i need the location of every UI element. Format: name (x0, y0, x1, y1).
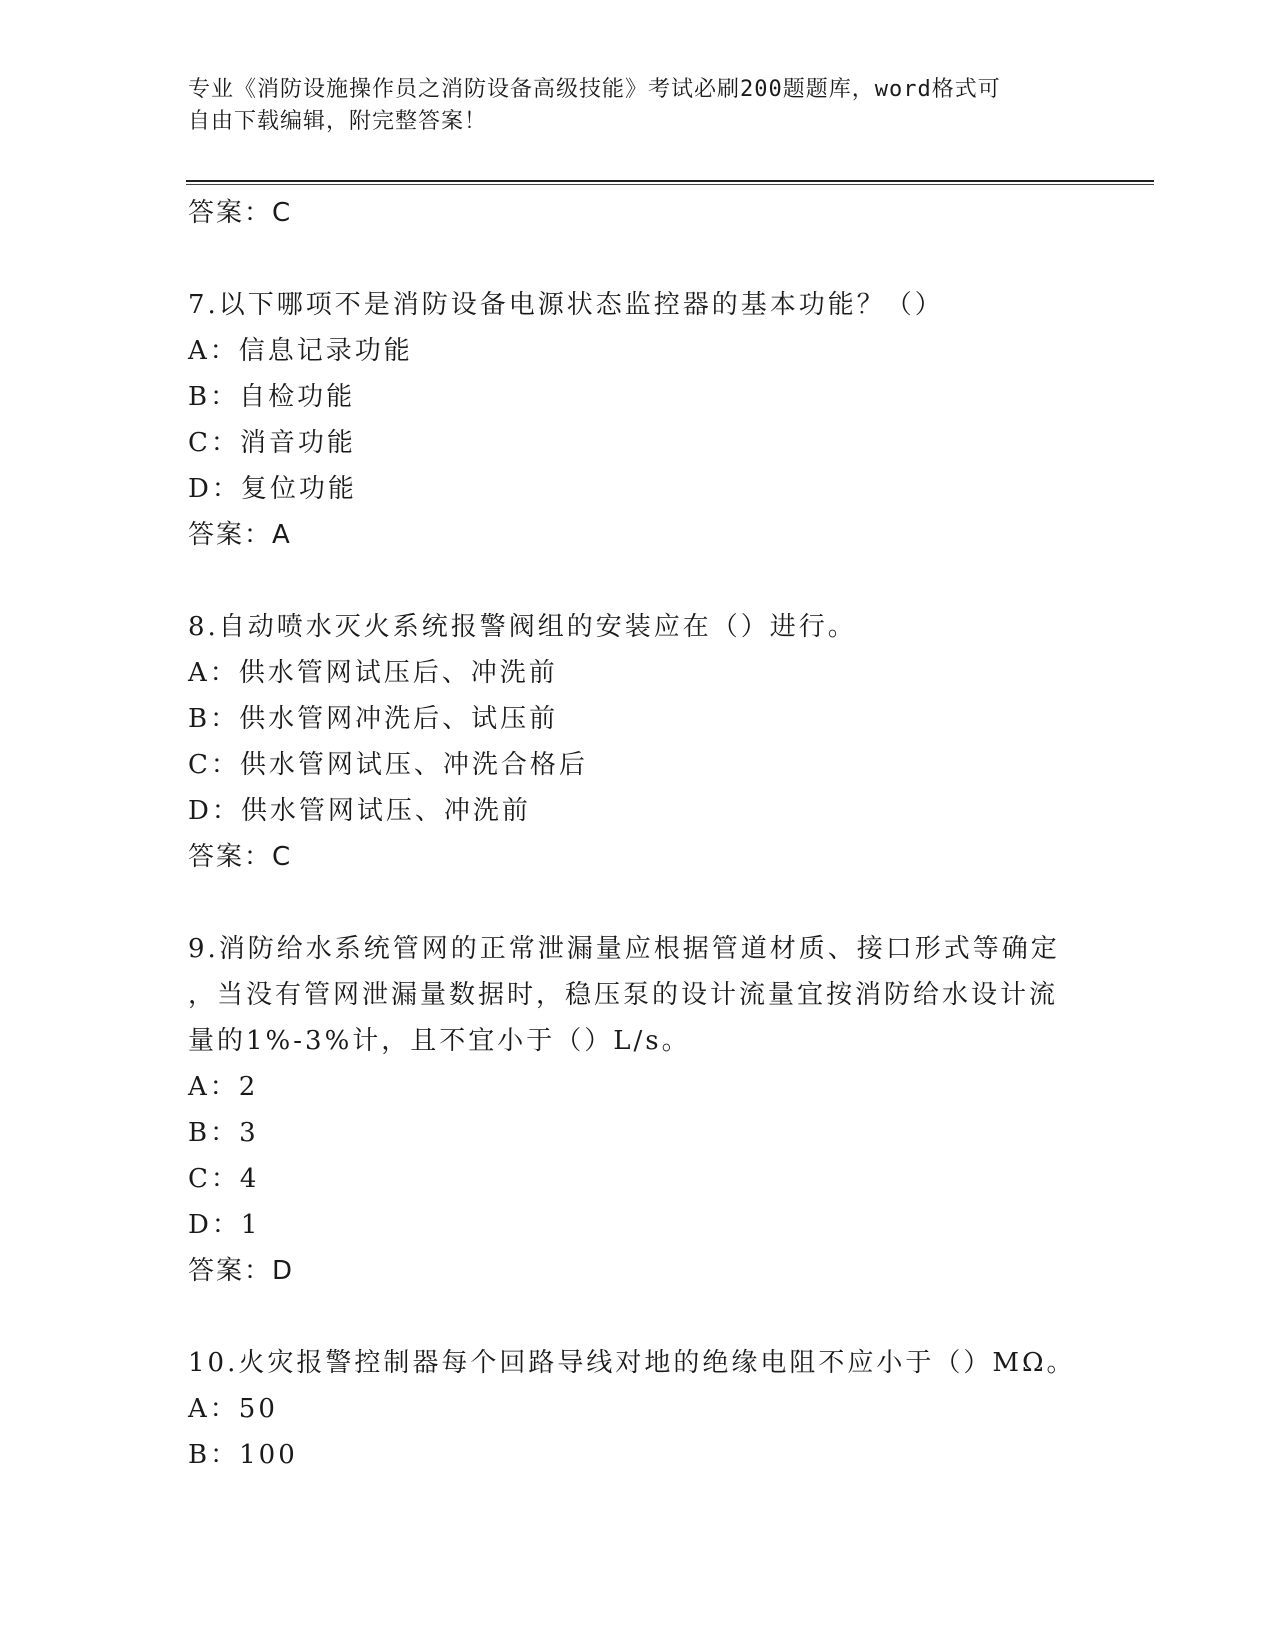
answer-line: 答案：C (188, 198, 293, 228)
option-b: B：供水管网冲洗后、试压前 (188, 704, 559, 734)
spacer (188, 1294, 1128, 1340)
question-block (188, 604, 1128, 880)
option-a: A：50 (188, 1394, 278, 1424)
question-stem: 9.消防给水系统管网的正常泄漏量应根据管道材质、接口形式等确定 (188, 934, 1060, 964)
option-a: A：2 (188, 1072, 259, 1102)
question-block (188, 1340, 1128, 1478)
answer-line: 答案：A (188, 520, 292, 550)
header-line-1: 专业《消防设施操作员之消防设备高级技能》考试必刷200题题库，word格式可 (188, 77, 1001, 102)
header-divider-thin (186, 184, 1154, 185)
question-stem: 10.火灾报警控制器每个回路导线对地的绝缘电阻不应小于（）MΩ。 (188, 1348, 1076, 1378)
option-c: C：4 (188, 1164, 260, 1194)
option-b: B：自检功能 (188, 382, 356, 412)
spacer (188, 558, 1128, 604)
option-a: A：供水管网试压后、冲洗前 (188, 658, 558, 688)
option-d: D：1 (188, 1210, 261, 1240)
option-d: D：供水管网试压、冲洗前 (188, 796, 531, 826)
option-c: C：供水管网试压、冲洗合格后 (188, 750, 588, 780)
header-line-2: 自由下载编辑，附完整答案！ (188, 109, 488, 134)
question-stem: 7.以下哪项不是消防设备电源状态监控器的基本功能？（） (188, 290, 944, 320)
spacer (188, 880, 1128, 926)
question-stem-continued: 量的1%-3%计，且不宜小于（）L/s。 (188, 1026, 691, 1056)
header-divider (186, 180, 1154, 182)
question-block (188, 282, 1128, 558)
option-b: B：100 (188, 1440, 298, 1470)
question-list (188, 190, 1128, 1478)
option-b: B：3 (188, 1118, 259, 1148)
spacer (188, 236, 1128, 282)
option-c: C：消音功能 (188, 428, 356, 458)
question-stem-continued: ，当没有管网泄漏量数据时，稳压泵的设计流量宜按消防给水设计流 (188, 980, 1059, 1010)
option-d: D：复位功能 (188, 474, 357, 504)
question-stem: 8.自动喷水灭火系统报警阀组的安装应在（）进行。 (188, 612, 857, 642)
answer-line: 答案：D (188, 1256, 295, 1286)
document-header (188, 74, 1068, 138)
answer-line: 答案：C (188, 842, 293, 872)
question-block (188, 926, 1128, 1294)
option-a: A：信息记录功能 (188, 336, 413, 366)
